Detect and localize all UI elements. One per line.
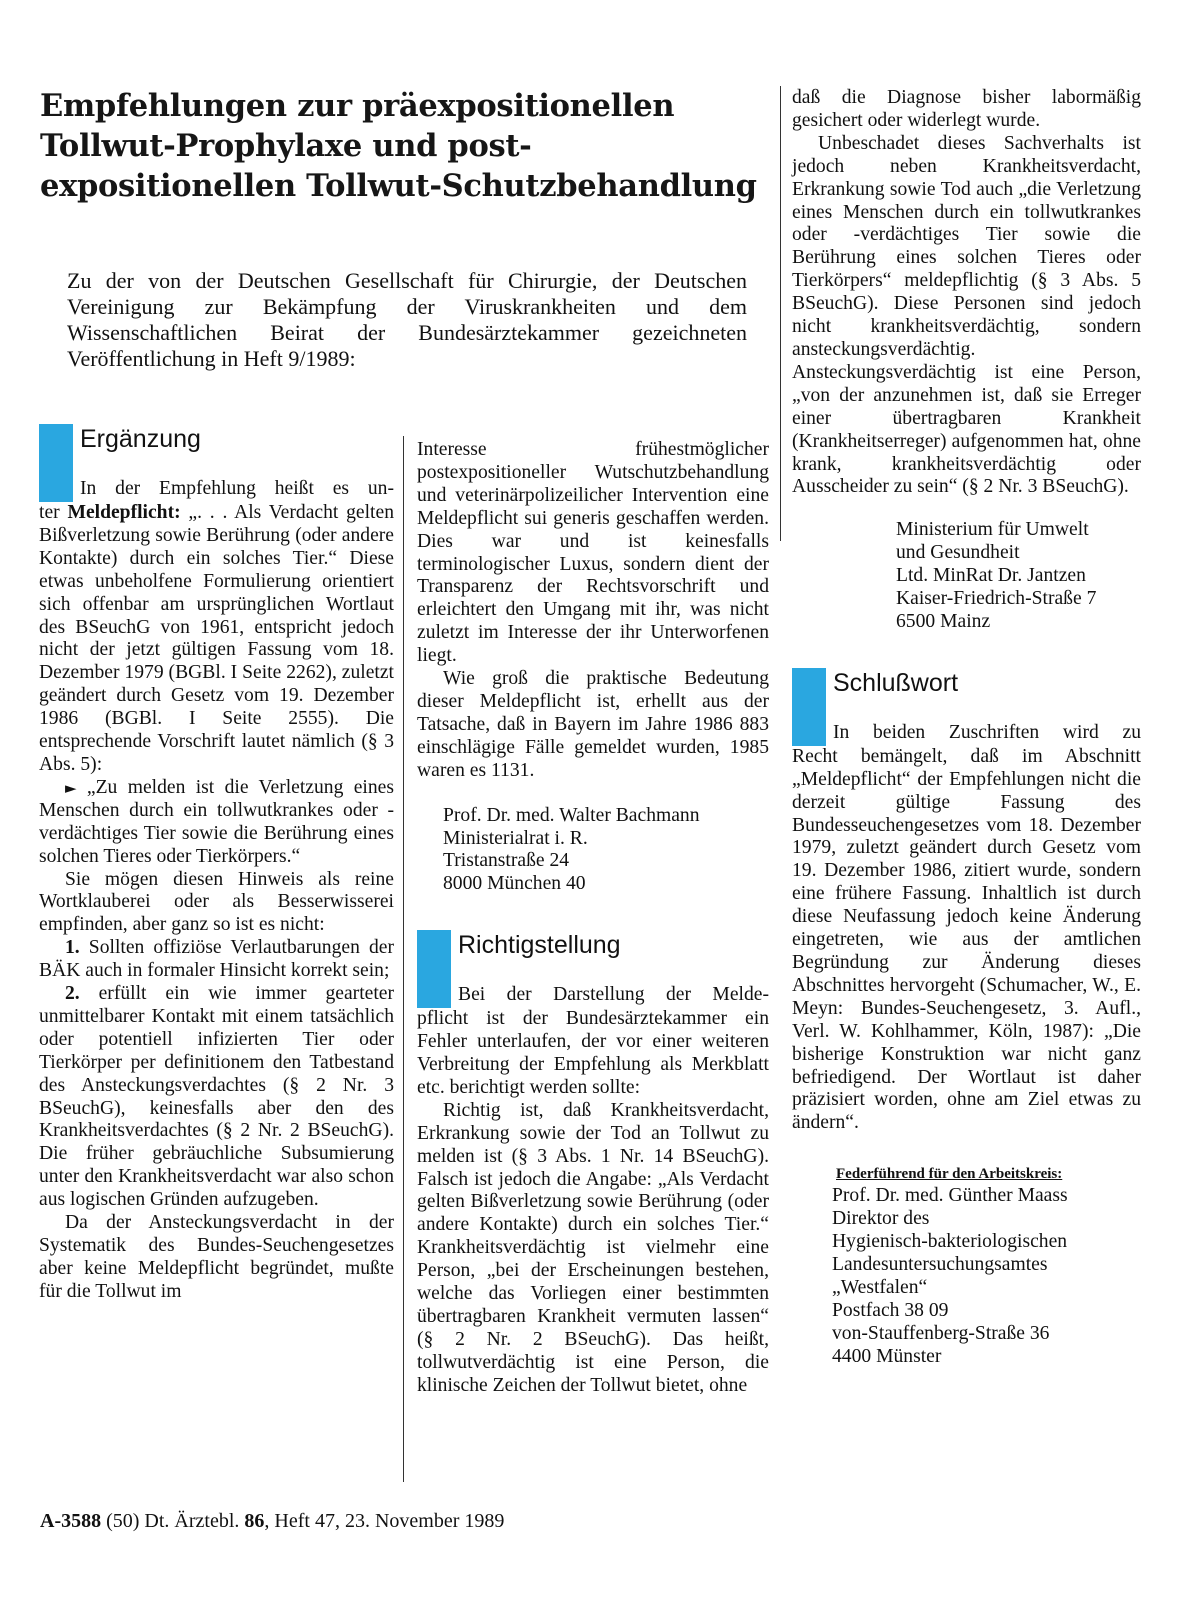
paragraph: daß die Diagnose bisher labormäßig gesichert oder widerlegt wurde. [792,87,1141,131]
signature-address-ministerium [896,519,1141,634]
address-line: 4400 Münster [832,1345,942,1367]
section-head-richtigstellung [417,928,769,1008]
section-head-schlusswort [792,666,1141,746]
item-number: 2. [65,983,80,1005]
title-line-1: Empfehlungen zur präexpositionellen [40,88,675,124]
title-line-3: expositionellen Tollwut-Schutzbehandlung [40,168,757,204]
page-footer [40,1510,504,1533]
address-line: Tristanstraße 24 [443,850,570,872]
blue-marker-block [417,930,451,1008]
paragraph: Recht bemängelt, daß im Abschnitt „Meldepflicht“ der Empfehlungen nicht die derzeit gültige Fassung des Bundesseuchengesetzes vom 18. Dezember 1979, zuletzt geändert durch Gesetz vom 19. Dezember 1986, zitiert wurde, sondern eine frühere Fassung. Inhaltlich ist durch diese Neufassung jedoch keine Änderung eingetreten, wie aus der amtlichen Begründung zur Änderung dieses Abschnittes hervorgeht (Schumacher, W., E. Meyn: Bundes-Seuchengesetz, 3. Aufl., Verl. W. Kohlhammer, Köln, 1987): „Die bisherige Konstruktion war nicht ganz befriedigend. Der Wortlaut ist daher präzisiert worden, ohne am Ziel etwas zu ändern“. [792,745,1141,1134]
address-line: Hygienisch-bakteriologischen [832,1231,1068,1253]
item-number: 1. [65,937,80,959]
federfuhrend-label: Federführend für den Arbeitskreis: [836,1166,1063,1183]
address-line: Ministerialrat i. R. [443,827,588,849]
footer-text: , Heft 47, 23. November 1989 [264,1510,505,1532]
intro-paragraph: Zu der von der Deutschen Gesellschaft für Chirurgie, der Deutschen Vereinigung zur Bekämpfung der Viruskrankheiten und dem Wissenschaftlichen Beirat der Bundesärztekammer gezeichneten Veröffentlichung in Heft 9/1989: [67,268,747,371]
column-divider-2 [780,86,781,541]
signature-address-maass [832,1185,1141,1368]
text: Sollten offiziöse Verlautbarungen der BÄK auch in formaler Hinsicht korrekt sein; [39,937,394,982]
list-item [39,983,394,1212]
column-2 [417,439,769,1398]
paragraph: Wie groß die praktische Bedeutung dieser Meldepflicht ist, erhellt aus der Tatsache, daß in Bayern im Jahre 1986 883 einschlägige Fälle gemeldet wurden, 1985 waren es 1131. [417,668,769,781]
column-3 [792,87,1141,1369]
section-heading-erganzung: Ergänzung [80,425,201,453]
paragraph: Richtig ist, daß Krankheitsverdacht, Erkrankung sowie der Tod an Tollwut zu melden ist (§ 3 Abs. 1 Nr. 14 BSeuchG). Falsch ist jedoch die Angabe: „Als Verdacht gelten Bißverletzung sowie Berührung (oder andere Kontakte) durch ein solches Tier.“ Krankheitsverdächtig ist vielmehr eine Person, „bei der Erscheinungen bestehen, welche das Vorliegen einer bestimmten übertragbaren Krankheit vermuten lassen“ (§ 2 Nr. 2 BSeuchG). Das heißt, tollwutverdächtig ist eine Person, die klinische Zeichen der Tollwut bietet, ohne [417,1099,769,1396]
paragraph: pflicht ist der Bundesärztekammer ein Fehler unterlaufen, der vor einer weiteren Verbreitung der Empfehlung als Merkblatt etc. berichtigt werden sollte: [417,1008,769,1098]
footer-text: (50) Dt. Ärztebl. [101,1510,245,1532]
paragraph [39,502,394,777]
first-line: Bei der Darstellung der Melde- [458,984,769,1006]
triangle-bullet-icon: ► [65,778,77,797]
address-line: Prof. Dr. med. Walter Bachmann [443,804,700,826]
paragraph: Unbeschadet dieses Sachverhalts ist jedoch neben Krankheitsverdacht, Erkrankung sowie Tod auch „die Verletzung eines Menschen durch ein tollwutkrankes oder -verdächtiges Tier sowie die Berührung eines solchen Tieres oder Tierkörpers“ meldepflichtig (§ 3 Abs. 5 BSeuchG). Diese Personen sind jedoch nicht krankheitsverdächtig, sondern ansteckungsverdächtig. Ansteckungsverdächtig ist eine Person, „von der anzunehmen ist, daß sie Erreger einer übertragbaren Krankheit (Krankheitserreger) aufgenommen hat, ohne krank, krankheitsverdächtig oder Ausscheider zu sein“ (§ 2 Nr. 3 BSeuchG). [792,132,1141,498]
address-line: Prof. Dr. med. Günther Maass [832,1185,1068,1207]
address-line: von-Stauffenberg-Straße 36 [832,1322,1050,1344]
text: erfüllt ein wie immer gearteter unmittelbarer Kontakt mit einem tatsächlich oder potentiell infizierten Tier oder Tierkörper per definitionem den Tatbestand des Ansteckungsverdachtes (§ 2 Nr. 3 BSeuchG), keinesfalls aber den des Krankheitsverdachtes (§ 2 Nr. 2 BSeuchG). Die früher gebräuchliche Subsumierung unter den Krankheitsverdacht war also schon aus logischen Gründen aufzugeben. [39,983,394,1211]
section-heading-schlusswort: Schlußwort [833,668,959,697]
blue-marker-block [39,424,73,502]
address-line: 8000 München 40 [443,873,586,895]
signature-address-bachmann [443,805,769,897]
text: „. . . Als Verdacht gelten Bißverletzung sowie Berührung (oder andere Kontakte) durch ein solches Tier.“ Diese etwas unbeholfene Formulierung orientiert sich offenbar am ursprünglichen Wortlaut des BSeuchG von 1961, entspricht jedoch nicht der jetzt gültigen Fassung vom 18. Dezember 1979 (BGBl. I Seite 2262), zuletzt geändert durch Gesetz vom 19. Dezember 1986 (BGBl. I Seite 2555). Die entsprechende Vorschrift lautet nämlich (§ 3 Abs. 5): [39,502,394,775]
bold-term: Meldepflicht: [67,502,181,523]
volume-number: 86 [244,1510,265,1532]
address-line: Ministerium für Umwelt [896,519,1089,541]
article-title [40,86,780,206]
first-line: In beiden Zuschriften wird zu [833,721,1141,743]
text: ter [39,502,68,523]
paragraph: Interesse frühestmöglicher postexpositioneller Wutschutzbehandlung und veterinärpolizeilicher Intervention eine Meldepflicht sui generis geschaffen werden. Dies war und ist keinesfalls terminologischer Luxus, sondern dient der Transparenz der Rechtsvorschrift und erleichtert den Umgang mit ihr, was nicht zuletzt im Interesse der ihr Unterworfenen liegt. [417,439,769,667]
page-number: A-3588 [40,1510,102,1532]
address-line: Postfach 38 09 [832,1299,949,1321]
address-line: Ltd. MinRat Dr. Jantzen [896,565,1086,587]
title-line-2: Tollwut-Prophylaxe und post- [40,128,532,164]
column-1 [39,422,394,1304]
blue-marker-block [792,668,826,746]
address-line: „Westfalen“ [832,1276,928,1298]
first-line: In der Empfehlung heißt es un- [80,478,394,499]
section-heading-richtigstellung: Richtigstellung [458,931,621,960]
list-item [39,937,394,983]
section-head-erganzung [39,422,394,502]
paragraph: Da der Ansteckungsverdacht in der Systematik des Bundes-Seuchengesetzes aber keine Meldepflicht begründet, mußte für die Tollwut im [39,1212,394,1302]
quote-paragraph [39,777,394,869]
quote-text: „Zu melden ist die Verletzung eines Menschen durch ein tollwutkrankes oder -verdächtiges Tier sowie die Berührung eines solchen Tieres oder Tierkörpers.“ [39,776,394,867]
address-line: 6500 Mainz [896,610,991,632]
address-line: Kaiser-Friedrich-Straße 7 [896,588,1097,610]
paragraph: Sie mögen diesen Hinweis als reine Wortklauberei oder als Besserwisserei empfinden, aber ganz so ist es nicht: [39,868,394,936]
column-divider-1 [403,436,404,1482]
address-line: und Gesundheit [896,542,1020,564]
address-line: Landesuntersuchungsamtes [832,1253,1048,1275]
address-line: Direktor des [832,1208,930,1230]
